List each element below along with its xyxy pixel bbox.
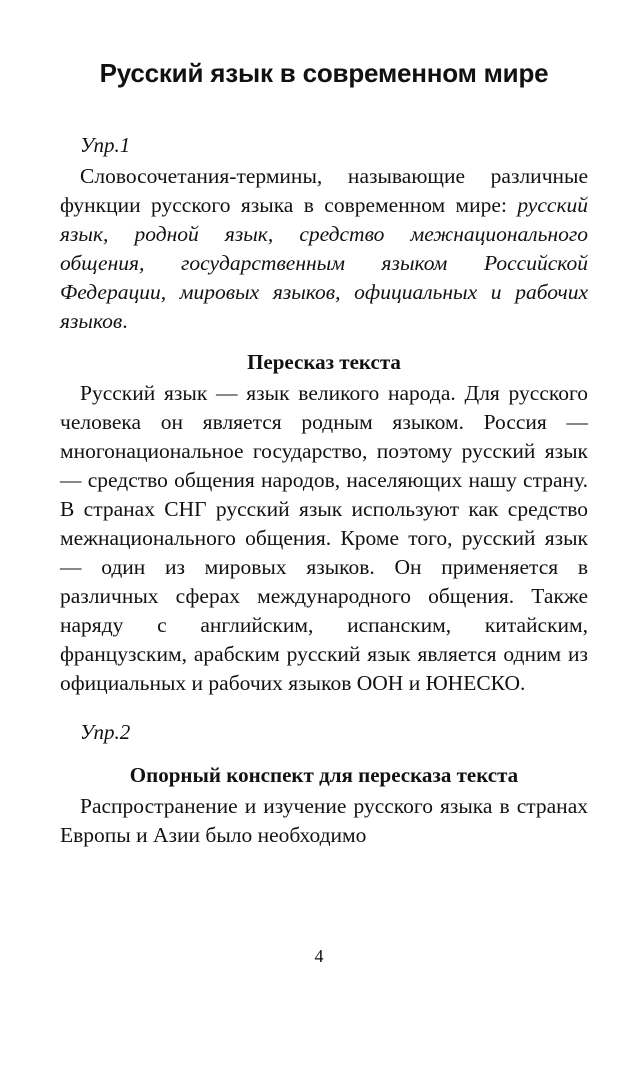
exercise-1-end: . bbox=[122, 309, 128, 333]
page-title: Русский язык в современном мире bbox=[99, 58, 549, 88]
exercise-1-paragraph bbox=[60, 162, 588, 336]
page-number: 4 bbox=[314, 946, 324, 966]
exercise-2-label: Упр.2 bbox=[80, 720, 131, 744]
summary-paragraph: Распространение и изучение русского языка в странах Европы и Азии было необходимо bbox=[60, 794, 588, 847]
retelling-heading: Пересказ текста bbox=[247, 350, 401, 374]
retelling-paragraph: Русский язык — язык великого народа. Для русского человека он является родным языком. Россия — многонациональное государство, поэтому русский язык — средство общения народов, населяющих нашу страну. В странах СНГ русский язык используют как средство межнационального общения. Кроме того, русский язык — один из мировых языков. Он применяется в различных сферах международного общения. Также наряду с английским, испанским, китайским, французским, арабским русский язык является одним из официальных и рабочих языков ООН и ЮНЕСКО. bbox=[60, 381, 588, 695]
page-content bbox=[60, 58, 588, 850]
exercise-1-intro: Словосочетания-термины, называющие различные функции русского языка в современном мире: bbox=[60, 164, 588, 217]
exercise-1-label: Упр.1 bbox=[80, 133, 131, 157]
summary-heading: Опорный конспект для пересказа текста bbox=[129, 763, 519, 787]
exercise-1-terms: русский язык, родной язык, средство межнационального общения, государственным языком Российской Федерации, мировых языков, официальных и рабочих языков bbox=[60, 193, 588, 333]
